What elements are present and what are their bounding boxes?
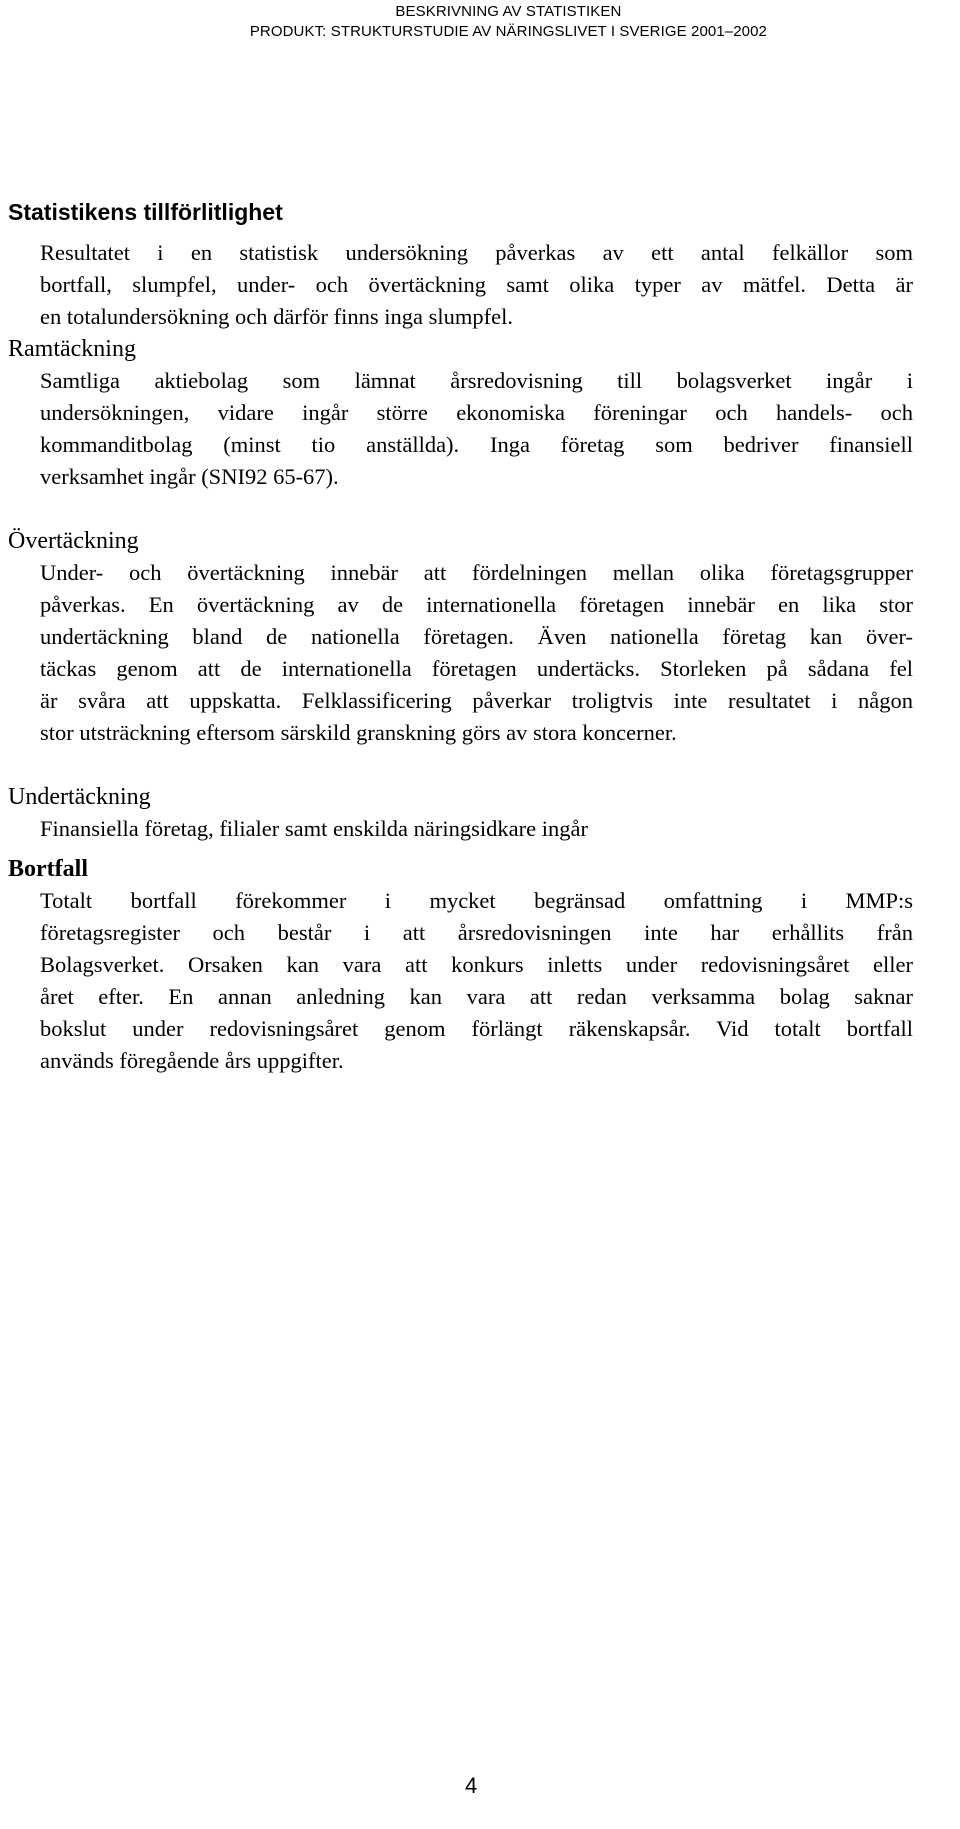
heading-overtackning: Övertäckning bbox=[8, 528, 139, 554]
section-title: Statistikens tillförlitlighet bbox=[8, 199, 283, 225]
heading-undertackning: Undertäckning bbox=[8, 784, 151, 810]
bortfall-line: Totalt bortfall förekommer i mycket begränsad omfattning i MMP:s bbox=[40, 888, 913, 913]
ramtackning-line: Samtliga aktiebolag som lämnat årsredovisning till bolagsverket ingår i bbox=[40, 368, 913, 393]
intro-line: Resultatet i en statistisk undersökning påverkas av ett antal felkällor som bbox=[40, 240, 913, 265]
undertackning-line: Finansiella företag, filialer samt enskilda näringsidkare ingår bbox=[40, 816, 588, 841]
bortfall-line: företagsregister och består i att årsredovisningen inte har erhållits från bbox=[40, 920, 913, 945]
page-number: 4 bbox=[465, 1773, 478, 1798]
overtackning-line: Under- och övertäckning innebär att fördelningen mellan olika företagsgrupper bbox=[40, 560, 913, 585]
bortfall-line: året efter. En annan anledning kan vara att redan verksamma bolag saknar bbox=[40, 984, 913, 1009]
intro-line: en totalundersökning och därför finns inga slumpfel. bbox=[40, 304, 514, 329]
overtackning-line: undertäckning bland de nationella företagen. Även nationella företag kan över- bbox=[40, 624, 913, 649]
header-document-type: BESKRIVNING AV STATISTIKEN bbox=[395, 3, 622, 20]
ramtackning-line: kommanditbolag (minst tio anställda). Inga företag som bedriver finansiell bbox=[40, 432, 913, 457]
bortfall-line: används föregående års uppgifter. bbox=[40, 1048, 344, 1073]
bortfall-paragraph bbox=[40, 885, 913, 1077]
header-product: PRODUKT: STRUKTURSTUDIE AV NÄRINGSLIVET I SVERIGE 2001–2002 bbox=[249, 23, 767, 40]
bortfall-line: bokslut under redovisningsåret genom förlängt räkenskapsår. Vid totalt bortfall bbox=[40, 1016, 913, 1041]
overtackning-line: påverkas. En övertäckning av de internationella företagen innebär en lika stor bbox=[40, 592, 913, 617]
intro-paragraph bbox=[40, 237, 913, 333]
ramtackning-paragraph bbox=[40, 365, 913, 493]
page-header bbox=[250, 2, 767, 42]
ramtackning-line: undersökningen, vidare ingår större ekonomiska föreningar och handels- och bbox=[40, 400, 913, 425]
overtackning-line: täckas genom att de internationella företagen undertäcks. Storleken på sådana fel bbox=[40, 656, 913, 681]
bortfall-line: Bolagsverket. Orsaken kan vara att konkurs inletts under redovisningsåret eller bbox=[40, 952, 913, 977]
overtackning-paragraph bbox=[40, 557, 913, 749]
intro-line: bortfall, slumpfel, under- och övertäckning samt olika typer av mätfel. Detta är bbox=[40, 272, 913, 297]
heading-bortfall: Bortfall bbox=[8, 856, 88, 882]
overtackning-line: är svåra att uppskatta. Felklassificering påverkar troligtvis inte resultatet i någon bbox=[40, 688, 913, 713]
undertackning-paragraph bbox=[40, 813, 913, 845]
ramtackning-line: verksamhet ingår (SNI92 65-67). bbox=[40, 464, 339, 489]
overtackning-line: stor utsträckning eftersom särskild granskning görs av stora koncerner. bbox=[40, 720, 677, 745]
heading-ramtackning: Ramtäckning bbox=[8, 336, 136, 362]
